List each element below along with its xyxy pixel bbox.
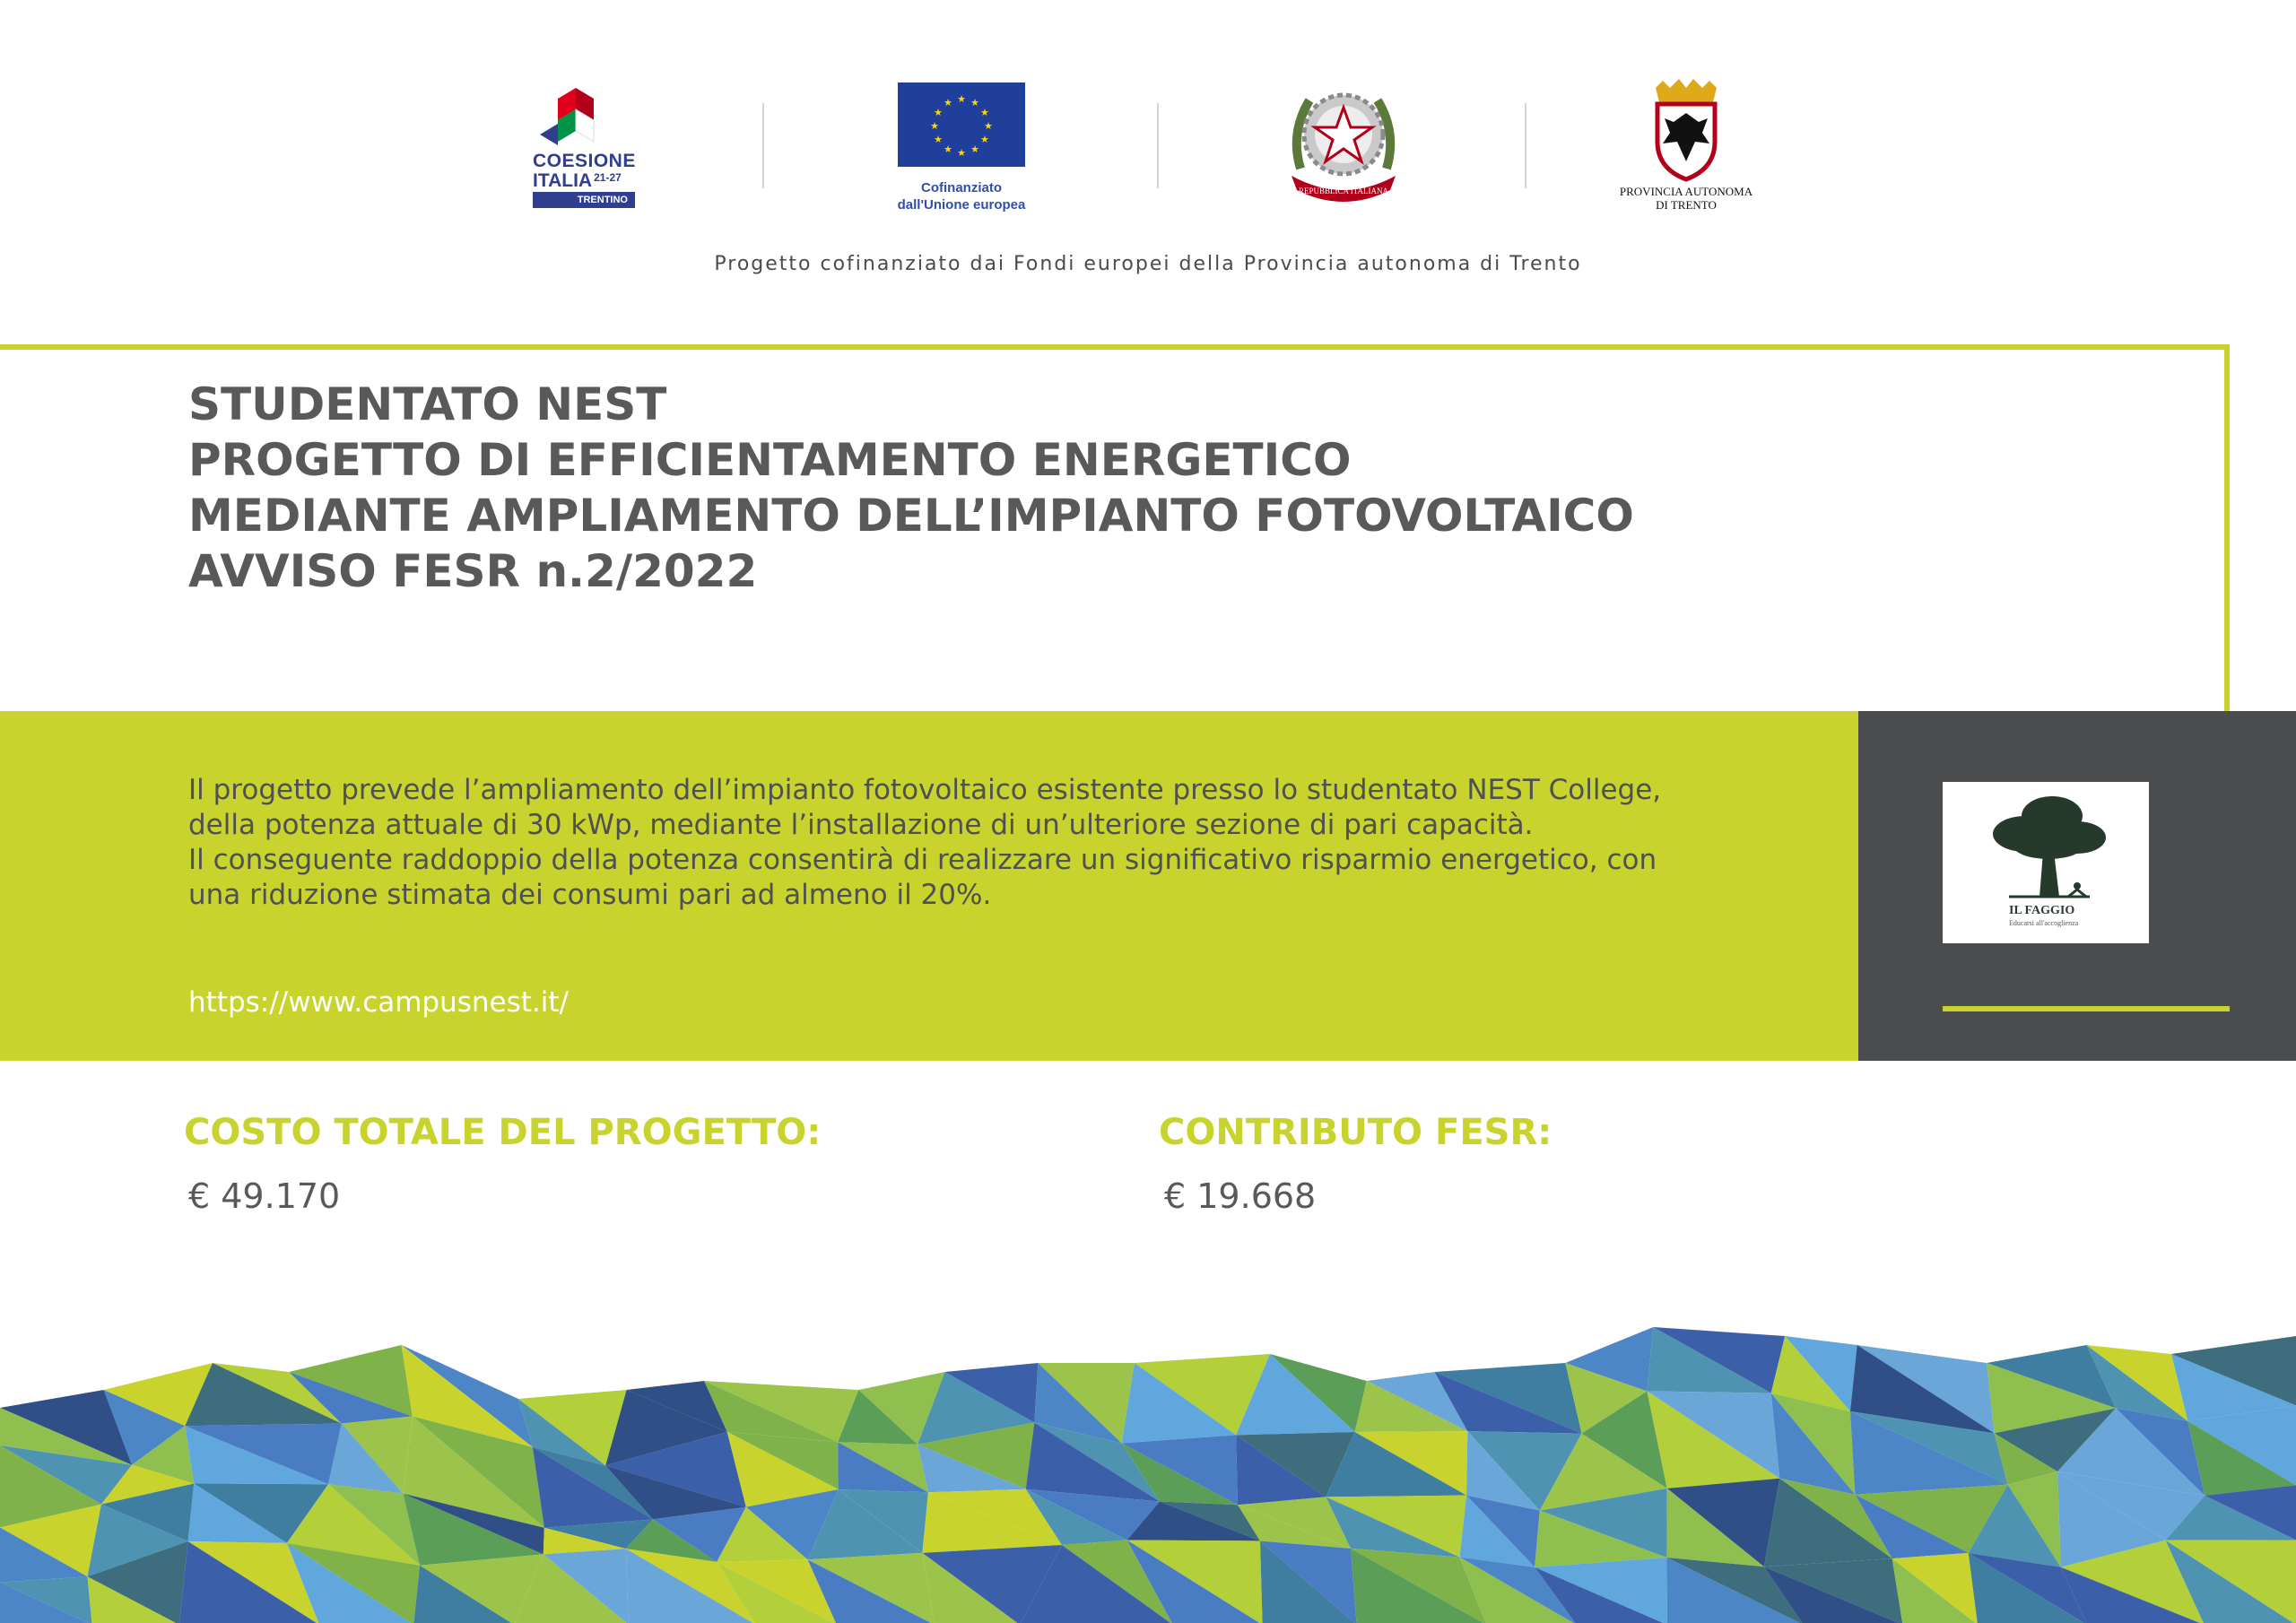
eu-caption: Cofinanziato dall'Unione europea: [897, 180, 1026, 213]
eu-star-icon: ★: [934, 134, 943, 145]
title-line: STUDENTATO NEST: [188, 378, 667, 430]
description-line: della potenza attuale di 30 kWp, mediante l’installazione di un’ulteriore sezione di pari capacità.: [188, 809, 1534, 841]
partner-tagline: Educarsi all'accoglienza: [2009, 919, 2079, 927]
svg-text:REPUBBLICA ITALIANA: REPUBBLICA ITALIANA: [1298, 187, 1389, 195]
description-line: Il conseguente raddoppio della potenza consentirà di realizzare un significativo risparmio energetico, con: [188, 844, 1657, 876]
eu-star-icon: ★: [930, 120, 939, 132]
repubblica-italiana-emblem: [1283, 79, 1405, 213]
eu-star-icon: ★: [944, 143, 952, 155]
description-line: Il progetto prevede l’ampliamento dell’impianto fotovoltaico esistente presso lo studentato NEST College,: [188, 774, 1662, 806]
provincia-trento-logo: [1596, 79, 1776, 222]
fesr-contribution-value: € 19.668: [1164, 1176, 1317, 1216]
eu-logo: [888, 82, 1035, 217]
eu-star-icon: ★: [980, 107, 989, 118]
coesione-line2: ITALIA $^{21-27}$: [533, 170, 622, 191]
eu-star-icon: ★: [934, 107, 943, 118]
frame-top-line: [0, 344, 2230, 350]
title-line: PROGETTO DI EFFICIENTAMENTO ENERGETICO: [188, 434, 1352, 486]
logo-divider: [1525, 103, 1526, 188]
coesione-region: TRENTINO: [533, 192, 635, 208]
website-link[interactable]: https://www.campusnest.it/: [188, 986, 569, 1019]
cofinanced-note: Progetto cofinanziato dai Fondi europei della Provincia autonoma di Trento: [714, 253, 1582, 275]
fesr-contribution-label: CONTRIBUTO FESR:: [1159, 1112, 1552, 1153]
page-title: [188, 377, 1634, 599]
title-line: MEDIANTE AMPLIAMENTO DELL’IMPIANTO FOTOVOLTAICO: [188, 490, 1634, 542]
eu-flag-icon: [898, 82, 1025, 167]
coesione-line1: COESIONE: [533, 151, 636, 171]
partner-name: IL FAGGIO: [2009, 904, 2075, 917]
frame-bottom-line: [1943, 1006, 2230, 1011]
total-cost-value: € 49.170: [188, 1176, 341, 1216]
provincia-caption: PROVINCIA AUTONOMA DI TRENTO: [1619, 185, 1753, 212]
total-cost-label: COSTO TOTALE DEL PROGETTO:: [184, 1112, 822, 1153]
coesione-italia-logo: [529, 81, 664, 215]
project-description: [188, 773, 1839, 913]
logo-divider: [1157, 103, 1159, 188]
italian-emblem-icon: [1283, 79, 1405, 213]
polygon-mosaic-decoration: [0, 1327, 2296, 1623]
description-line: una riduzione stimata dei consumi pari ad almeno il 20%.: [188, 879, 992, 911]
eu-star-icon: ★: [944, 97, 952, 109]
eu-star-icon: ★: [957, 93, 966, 105]
title-line: AVVISO FESR n.2/2022: [188, 545, 758, 597]
eu-star-icon: ★: [984, 120, 993, 132]
coesione-cube-icon: [529, 81, 664, 152]
tree-icon: [1943, 782, 2149, 907]
eu-star-icon: ★: [957, 147, 966, 159]
eu-star-icon: ★: [980, 134, 989, 145]
logo-divider: [762, 103, 764, 188]
eu-star-icon: ★: [970, 97, 979, 109]
il-faggio-logo: [1943, 782, 2149, 943]
eu-star-icon: ★: [970, 143, 979, 155]
trento-eagle-crest-icon: [1596, 79, 1776, 183]
